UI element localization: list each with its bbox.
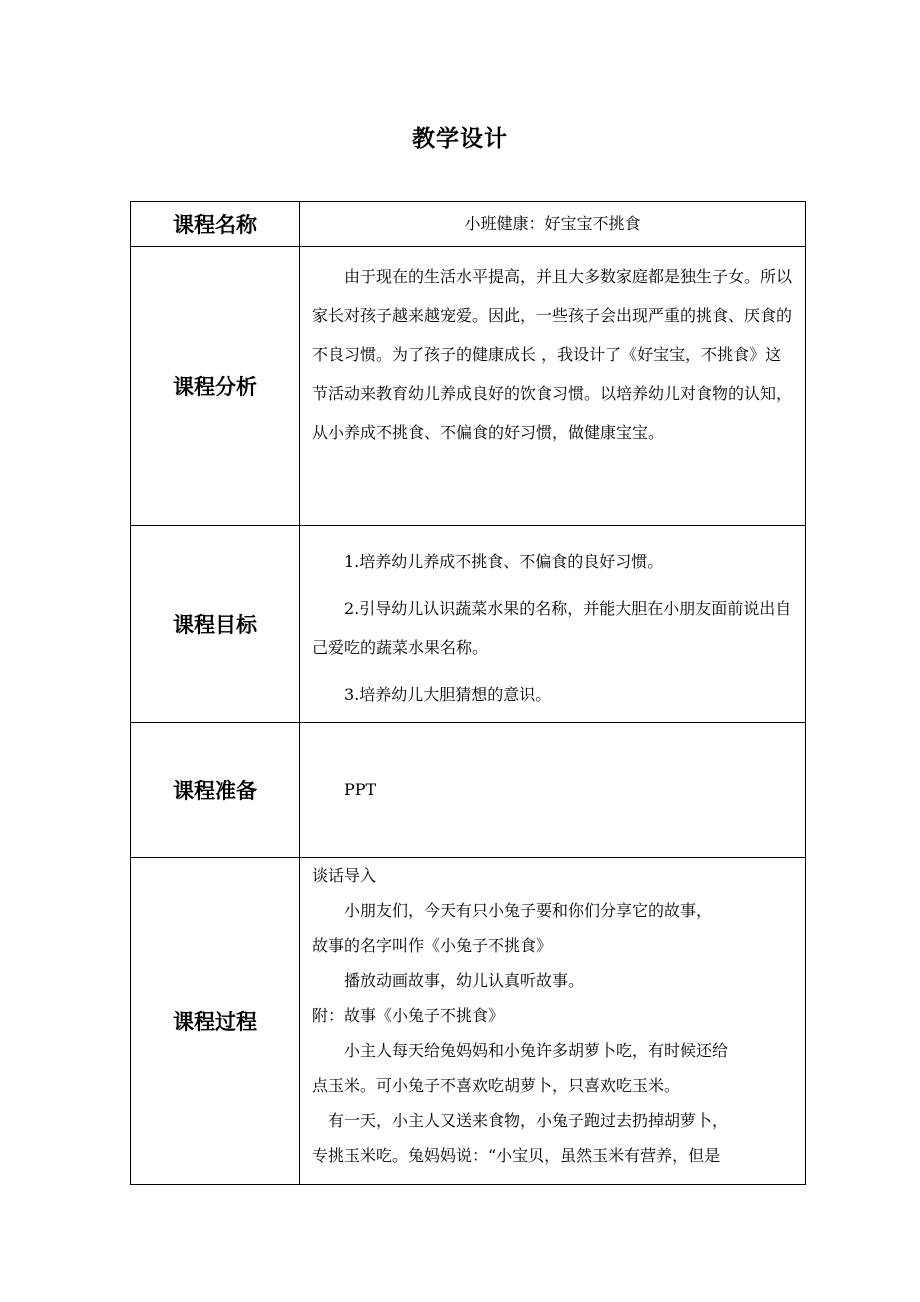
course-prep-value: PPT <box>344 780 377 799</box>
page-title: 教学设计 <box>412 126 508 152</box>
course-name-value: 小班健康：好宝宝不挑食 <box>300 202 806 247</box>
course-analysis-label: 课程分析 <box>131 247 300 526</box>
process-line: 点玉米。可小兔子不喜欢吃胡萝卜，只喜欢吃玉米。 <box>312 1076 681 1095</box>
table-row-course-prep <box>131 723 806 858</box>
course-prep-cell <box>300 723 806 858</box>
goal-item: 2.引导幼儿认识蔬菜水果的名称，并能大胆在小朋友面前说出自己爱吃的蔬菜水果名称。 <box>312 599 792 657</box>
process-line: 故事的名字叫作《小兔子不挑食》 <box>312 936 553 955</box>
course-goals-label: 课程目标 <box>131 526 300 723</box>
process-line: 有一天，小主人又送来食物，小兔子跑过去扔掉胡萝卜， <box>328 1111 729 1130</box>
course-goals-cell <box>300 526 806 723</box>
course-name-label: 课程名称 <box>131 202 300 247</box>
process-line: 谈话导入 <box>312 866 377 885</box>
process-line: 播放动画故事，幼儿认真听故事。 <box>344 971 585 990</box>
table-row-course-analysis <box>131 247 806 526</box>
course-analysis-text: 由于现在的生活水平提高，并且大多数家庭都是独生子女。所以家长对孩子越来越宠爱。因此，一些孩子会出现严重的挑食、厌食的不良习惯。为了孩子的健康成长 ，我设计了《好宝宝，不挑食》这节活动来教育幼儿养成良好的饮食习惯。以培养幼儿对食物的认知，从小养成不挑食、不偏食的好习惯，做健康宝宝。 <box>312 267 793 442</box>
process-line: 小主人每天给兔妈妈和小兔许多胡萝卜吃，有时候还给 <box>344 1041 729 1060</box>
course-prep-label: 课程准备 <box>131 723 300 858</box>
process-line: 专挑玉米吃。兔妈妈说：“小宝贝，虽然玉米有营养，但是 <box>312 1146 721 1165</box>
course-analysis-cell <box>300 247 806 526</box>
process-line: 小朋友们，今天有只小兔子要和你们分享它的故事， <box>344 901 713 920</box>
table-row-course-goals <box>131 526 806 723</box>
goal-item: 3.培养幼儿大胆猜想的意识。 <box>344 685 552 704</box>
lesson-design-table <box>130 201 806 1185</box>
process-line: 附：故事《小兔子不挑食》 <box>312 1006 505 1025</box>
table-row-course-process <box>131 858 806 1185</box>
course-process-label: 课程过程 <box>131 858 300 1185</box>
goal-item: 1.培养幼儿养成不挑食、不偏食的良好习惯。 <box>344 552 664 571</box>
table-row-course-name <box>131 202 806 247</box>
course-process-cell <box>300 858 806 1185</box>
